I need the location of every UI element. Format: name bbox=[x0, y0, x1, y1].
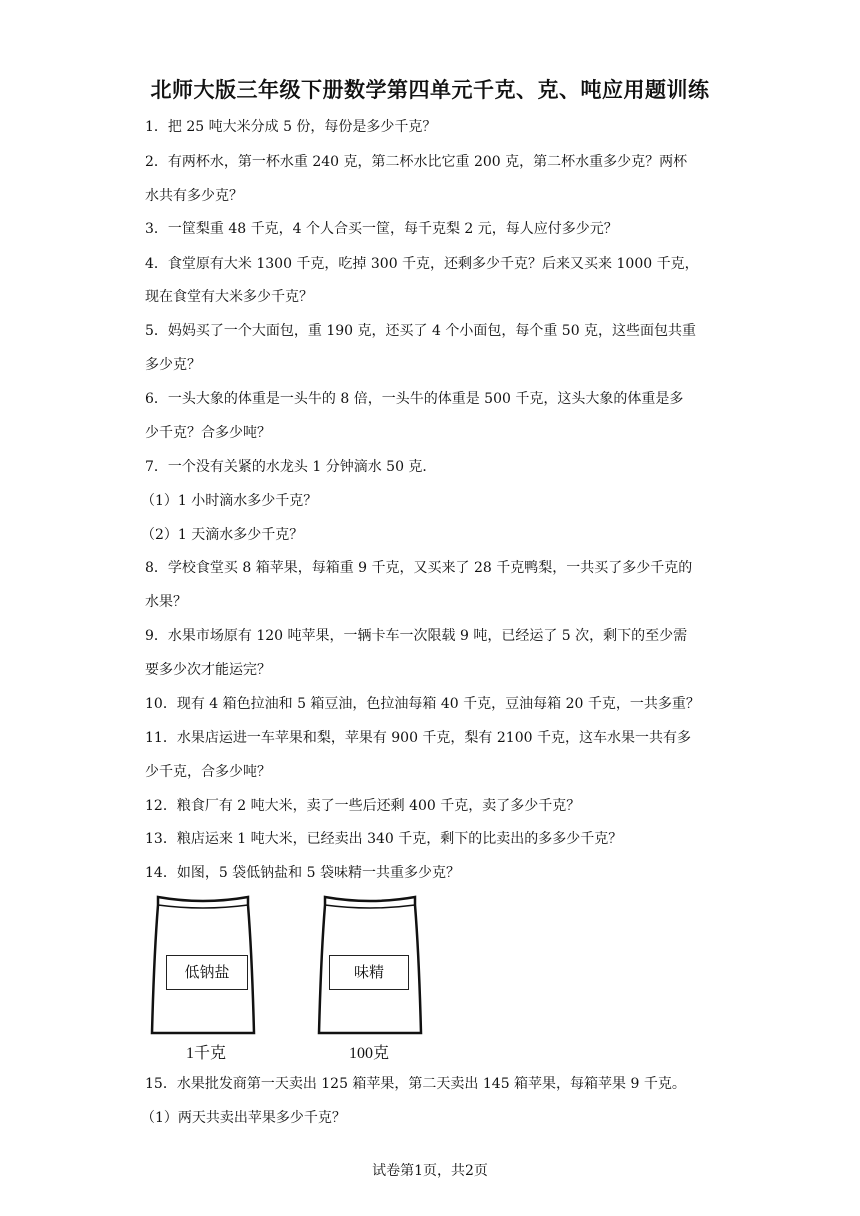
question-11-line-2: 少千克，合多少吨？ bbox=[145, 764, 271, 780]
question-10: 10．现有 4 箱色拉油和 5 箱豆油，色拉油每箱 40 千克，豆油每箱 20 千克，一共多重？ bbox=[145, 696, 700, 712]
question-6-line-2: 少千克？合多少吨？ bbox=[145, 425, 271, 441]
question-5-line-1: 5．妈妈买了一个大面包，重 190 克，还买了 4 个小面包，每个重 50 克，这些面包共重 bbox=[145, 323, 697, 339]
salt-bag bbox=[148, 895, 258, 1062]
question-4-line-1: 4．食堂原有大米 1300 千克，吃掉 300 千克，还剩多少千克？后来又买来 1000 千克， bbox=[145, 256, 699, 272]
question-2-line-1: 2．有两杯水，第一杯水重 240 克，第二杯水比它重 200 克，第二杯水重多少克？两杯 bbox=[145, 154, 688, 170]
question-4-line-2: 现在食堂有大米多少千克？ bbox=[145, 289, 313, 305]
question-15: 15．水果批发商第一天卖出 125 箱苹果，第二天卖出 145 箱苹果，每箱苹果 9 千克。 bbox=[145, 1076, 686, 1092]
question-5-line-2: 多少克？ bbox=[145, 357, 201, 373]
question-11-line-1: 11．水果店运进一车苹果和梨，苹果有 900 千克，梨有 2100 千克，这车水果一共有多 bbox=[145, 730, 691, 746]
question-1: 1．把 25 吨大米分成 5 份，每份是多少千克？ bbox=[145, 119, 437, 135]
page-title: 北师大版三年级下册数学第四单元千克、克、吨应用题训练 bbox=[150, 77, 710, 102]
question-9-line-1: 9．水果市场原有 120 吨苹果，一辆卡车一次限载 9 吨，已经运了 5 次，剩下的至少需 bbox=[145, 628, 688, 644]
question-7-part-2: （2）1 天滴水多少千克？ bbox=[141, 527, 304, 543]
question-3: 3．一筐梨重 48 千克，4 个人合买一筐，每千克梨 2 元，每人应付多少元？ bbox=[145, 221, 618, 237]
question-7: 7．一个没有关紧的水龙头 1 分钟滴水 50 克． bbox=[145, 459, 437, 475]
question-13: 13．粮店运来 1 吨大米，已经卖出 340 千克，剩下的比卖出的多多少千克？ bbox=[145, 831, 623, 847]
question-12: 12．粮食厂有 2 吨大米，卖了一些后还剩 400 千克，卖了多少千克？ bbox=[145, 798, 581, 814]
bags-figure bbox=[140, 895, 440, 1065]
question-8-line-1: 8．学校食堂买 8 箱苹果，每箱重 9 千克，又买来了 28 千克鸭梨，一共买了多少千克的 bbox=[145, 560, 693, 576]
question-6-line-1: 6．一头大象的体重是一头牛的 8 倍，一头牛的体重是 500 千克，这头大象的体重是多 bbox=[145, 391, 684, 407]
msg-bag bbox=[315, 895, 425, 1062]
msg-bag-label: 味精 bbox=[329, 955, 409, 990]
question-7-part-1: （1）1 小时滴水多少千克？ bbox=[141, 493, 318, 509]
question-9-line-2: 要多少次才能运完？ bbox=[145, 662, 271, 678]
salt-bag-weight: 1千克 bbox=[186, 1045, 227, 1062]
salt-bag-label: 低钠盐 bbox=[166, 955, 248, 990]
question-15-part-1: （1）两天共卖出苹果多少千克？ bbox=[141, 1110, 346, 1126]
page-footer: 试卷第1页，共2页 bbox=[372, 1163, 488, 1179]
question-2-line-2: 水共有多少克？ bbox=[145, 188, 243, 204]
msg-bag-weight: 100克 bbox=[349, 1045, 390, 1062]
question-14: 14．如图，5 袋低钠盐和 5 袋味精一共重多少克？ bbox=[145, 865, 460, 881]
question-8-line-2: 水果？ bbox=[145, 594, 187, 610]
